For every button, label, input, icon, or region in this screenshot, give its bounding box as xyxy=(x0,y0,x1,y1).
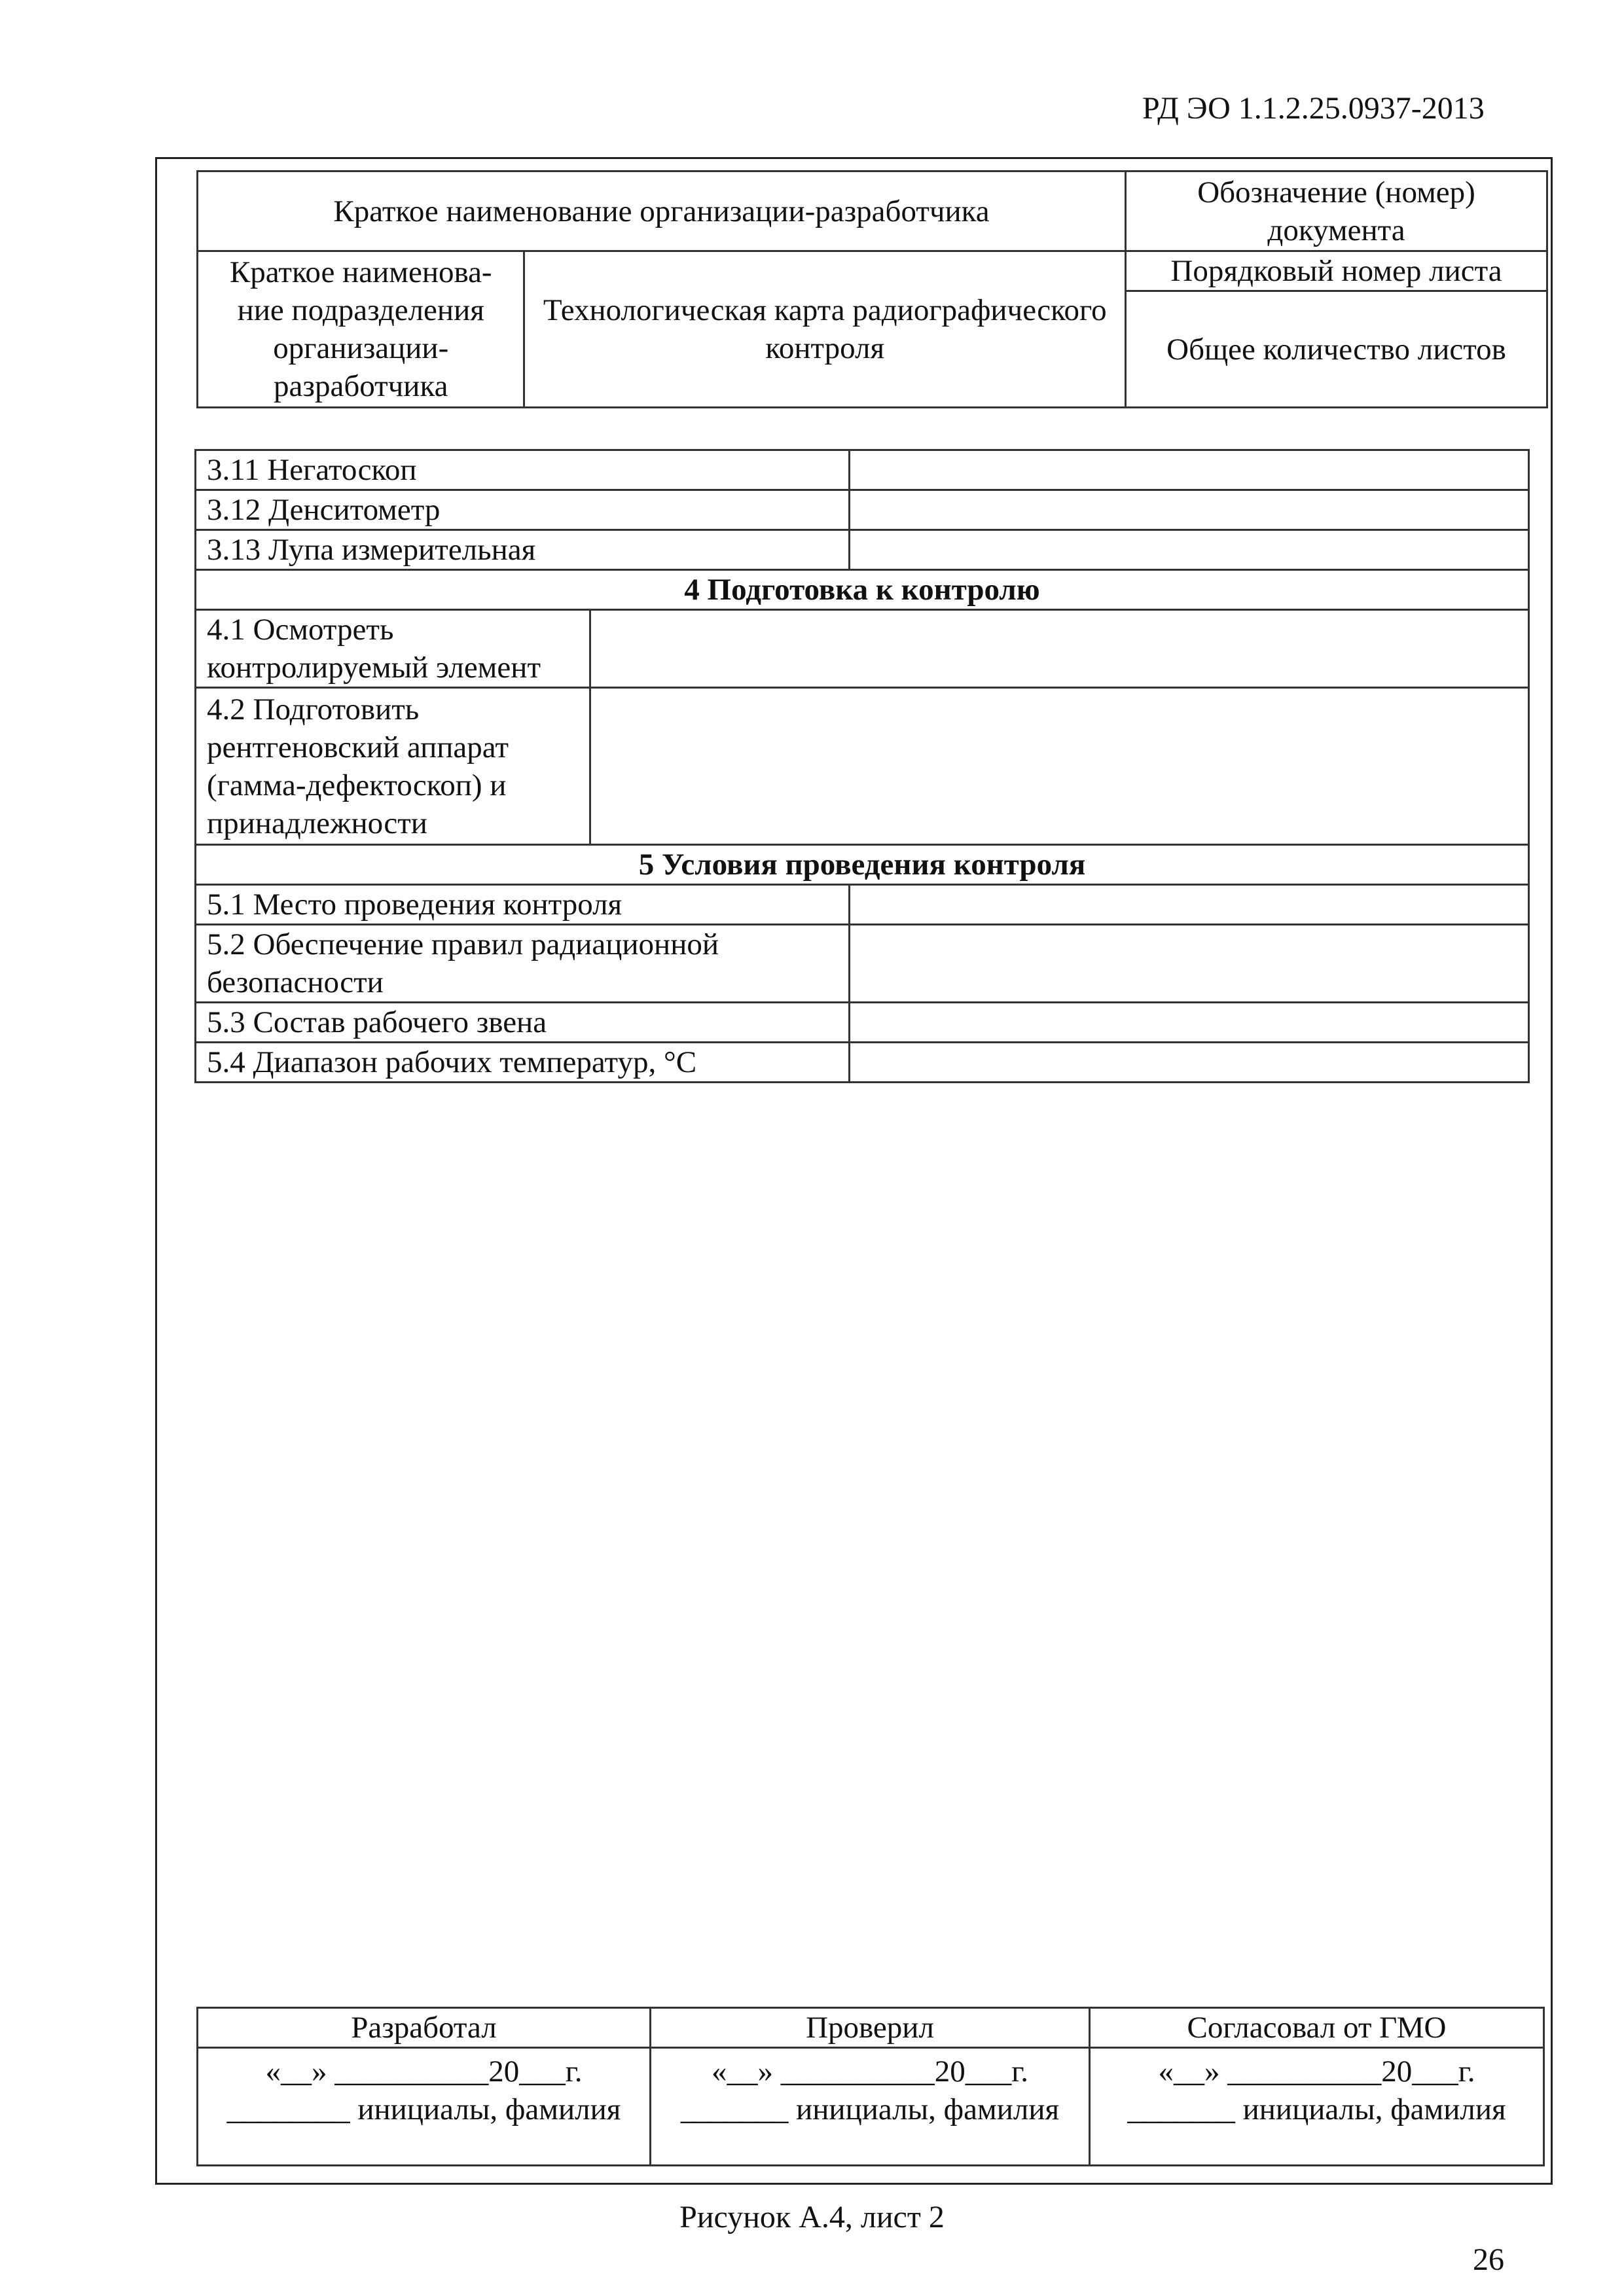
doc-designation-cell: Обозначение (номер) документа xyxy=(1126,171,1547,251)
table-row xyxy=(196,610,1529,688)
signature-field xyxy=(650,2048,1089,2166)
name-line: ________ инициалы, фамилия xyxy=(226,2092,621,2126)
section-header-row xyxy=(196,845,1529,885)
equipment-value xyxy=(849,450,1528,490)
condition-value xyxy=(849,1043,1528,1083)
section-4-title: 4 Подготовка к контролю xyxy=(196,570,1529,610)
approved-by-label: Согласовал от ГМО xyxy=(1090,2008,1544,2048)
condition-label: 5.1 Место проведения контроля xyxy=(196,885,850,925)
equipment-label: 3.13 Лупа измерительная xyxy=(196,530,850,570)
section-5-title: 5 Условия проведения контроля xyxy=(196,845,1529,885)
figure-caption: Рисунок А.4, лист 2 xyxy=(679,2200,945,2234)
signature-field xyxy=(1090,2048,1544,2166)
prep-label: 4.2 Подготовить рентгеновский аппарат (гамма-дефектоскоп) и принадлежности xyxy=(196,688,590,845)
table-row xyxy=(196,530,1529,570)
prep-value xyxy=(590,688,1528,845)
condition-label: 5.4 Диапазон рабочих температур, °С xyxy=(196,1043,850,1083)
developed-by-label: Разработал xyxy=(198,2008,651,2048)
checked-by-label: Проверил xyxy=(650,2008,1089,2048)
subdivision-name-cell: Краткое наименова-ние подразделения организации-разработчика xyxy=(198,251,524,408)
condition-value xyxy=(849,885,1528,925)
equipment-value xyxy=(849,530,1528,570)
content-table xyxy=(194,449,1530,1083)
signature-field xyxy=(198,2048,651,2166)
date-line: «__» __________20___г. xyxy=(712,2054,1028,2089)
condition-value xyxy=(849,925,1528,1003)
table-row xyxy=(196,925,1529,1003)
table-row xyxy=(196,1043,1529,1083)
table-row xyxy=(196,490,1529,530)
date-line: «__» __________20___г. xyxy=(1158,2054,1475,2089)
equipment-label: 3.11 Негатоскоп xyxy=(196,450,850,490)
table-row xyxy=(196,1003,1529,1043)
table-row xyxy=(196,688,1529,845)
condition-label: 5.2 Обеспечение правил радиационной безопасности xyxy=(196,925,850,1003)
header-table xyxy=(196,170,1548,408)
card-title-cell: Технологическая карта радиографического контроля xyxy=(524,251,1126,408)
table-row xyxy=(196,885,1529,925)
equipment-value xyxy=(849,490,1528,530)
section-header-row xyxy=(196,570,1529,610)
condition-label: 5.3 Состав рабочего звена xyxy=(196,1003,850,1043)
table-row xyxy=(196,450,1529,490)
org-short-name-cell: Краткое наименование организации-разработчика xyxy=(198,171,1126,251)
prep-value xyxy=(590,610,1528,688)
condition-value xyxy=(849,1003,1528,1043)
signature-table xyxy=(196,2007,1545,2166)
name-line: _______ инициалы, фамилия xyxy=(1127,2092,1506,2126)
page-number: 26 xyxy=(1473,2242,1504,2277)
total-sheets-cell: Общее количество листов xyxy=(1126,291,1547,408)
sheet-number-cell: Порядковый номер листа xyxy=(1126,251,1547,291)
name-line: _______ инициалы, фамилия xyxy=(680,2092,1060,2126)
prep-label: 4.1 Осмотреть контролируемый элемент xyxy=(196,610,590,688)
document-code: РД ЭО 1.1.2.25.0937-2013 xyxy=(1142,91,1485,126)
date-line: «__» __________20___г. xyxy=(265,2054,583,2089)
equipment-label: 3.12 Денситометр xyxy=(196,490,850,530)
